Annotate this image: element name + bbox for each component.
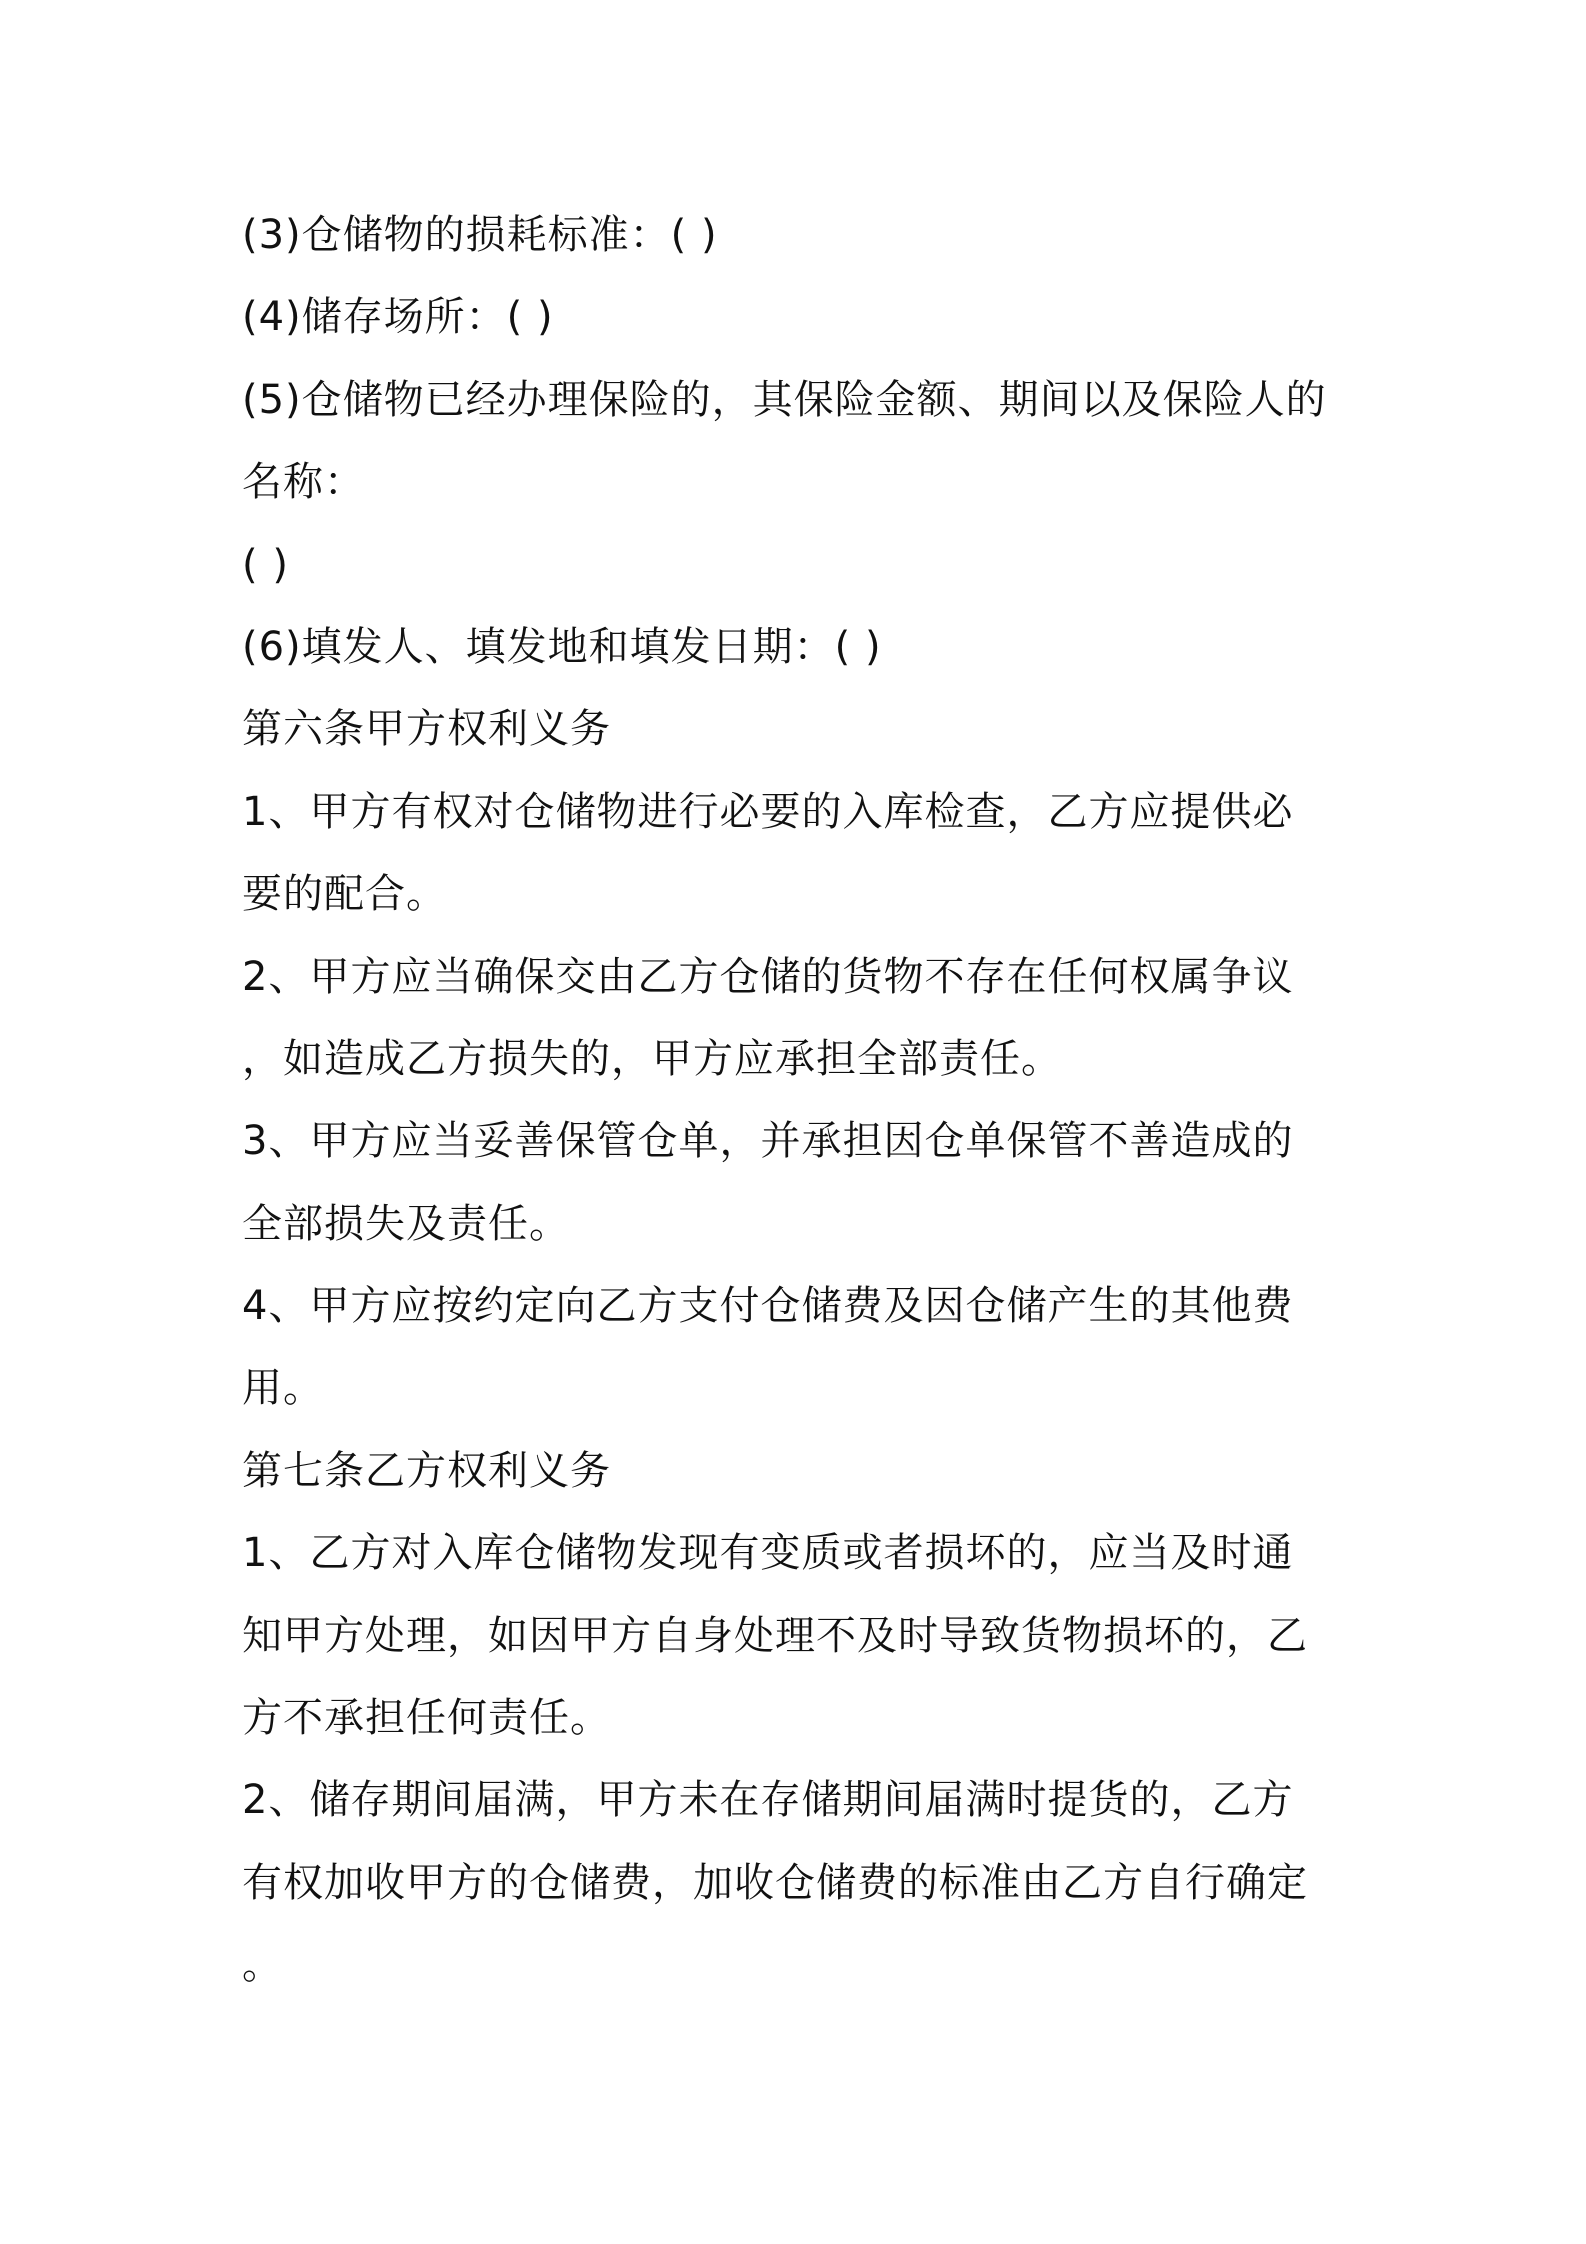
article-6-clause-4-line-1: 4、甲方应按约定向乙方支付仓储费及因仓储产生的其他费 [242,1283,1294,1330]
article-6-clause-2-line-1: 2、甲方应当确保交由乙方仓储的货物不存在任何权属争议 [242,953,1294,1000]
article-7-clause-1-line-2: 知甲方处理，如因甲方自身处理不及时导致货物损坏的，乙 [242,1612,1308,1659]
article-6-clause-3-line-2: 全部损失及责任。 [242,1200,570,1247]
item-5-insurance-line-1: (5)仓储物已经办理保险的，其保险金额、期间以及保险人的 [242,376,1327,423]
article-6-clause-3-line-1: 3、甲方应当妥善保管仓单，并承担因仓单保管不善造成的 [242,1118,1294,1165]
article-7-clause-2-line-2: 有权加收甲方的仓储费，加收仓储费的标准由乙方自行确定 [242,1859,1308,1906]
item-5-insurance-line-2: 名称： [242,459,365,506]
article-7-heading: 第七条乙方权利义务 [242,1447,611,1494]
article-7-clause-2-line-3: 。 [242,1942,283,1989]
article-6-heading: 第六条甲方权利义务 [242,706,611,753]
article-6-clause-2-line-2: ，如造成乙方损失的，甲方应承担全部责任。 [242,1035,1062,1082]
article-7-clause-1-line-3: 方不承担任何责任。 [242,1695,611,1742]
item-6-issuer-info: (6)填发人、填发地和填发日期：( ) [242,623,882,670]
article-6-clause-1-line-2: 要的配合。 [242,871,447,918]
article-7-clause-2-line-1: 2、储存期间届满，甲方未在存储期间届满时提货的，乙方 [242,1777,1294,1824]
item-4-storage-location: (4)储存场所：( ) [242,294,554,341]
article-6-clause-1-line-1: 1、甲方有权对仓储物进行必要的入库检查，乙方应提供必 [242,788,1294,835]
item-3-storage-loss-standard: (3)仓储物的损耗标准：( ) [242,212,718,258]
article-7-clause-1-line-1: 1、乙方对入库仓储物发现有变质或者损坏的，应当及时通 [242,1530,1294,1577]
article-6-clause-4-line-2: 用。 [242,1365,324,1412]
document-body [242,194,1362,2007]
item-5-insurance-blank: ( ) [242,541,289,588]
